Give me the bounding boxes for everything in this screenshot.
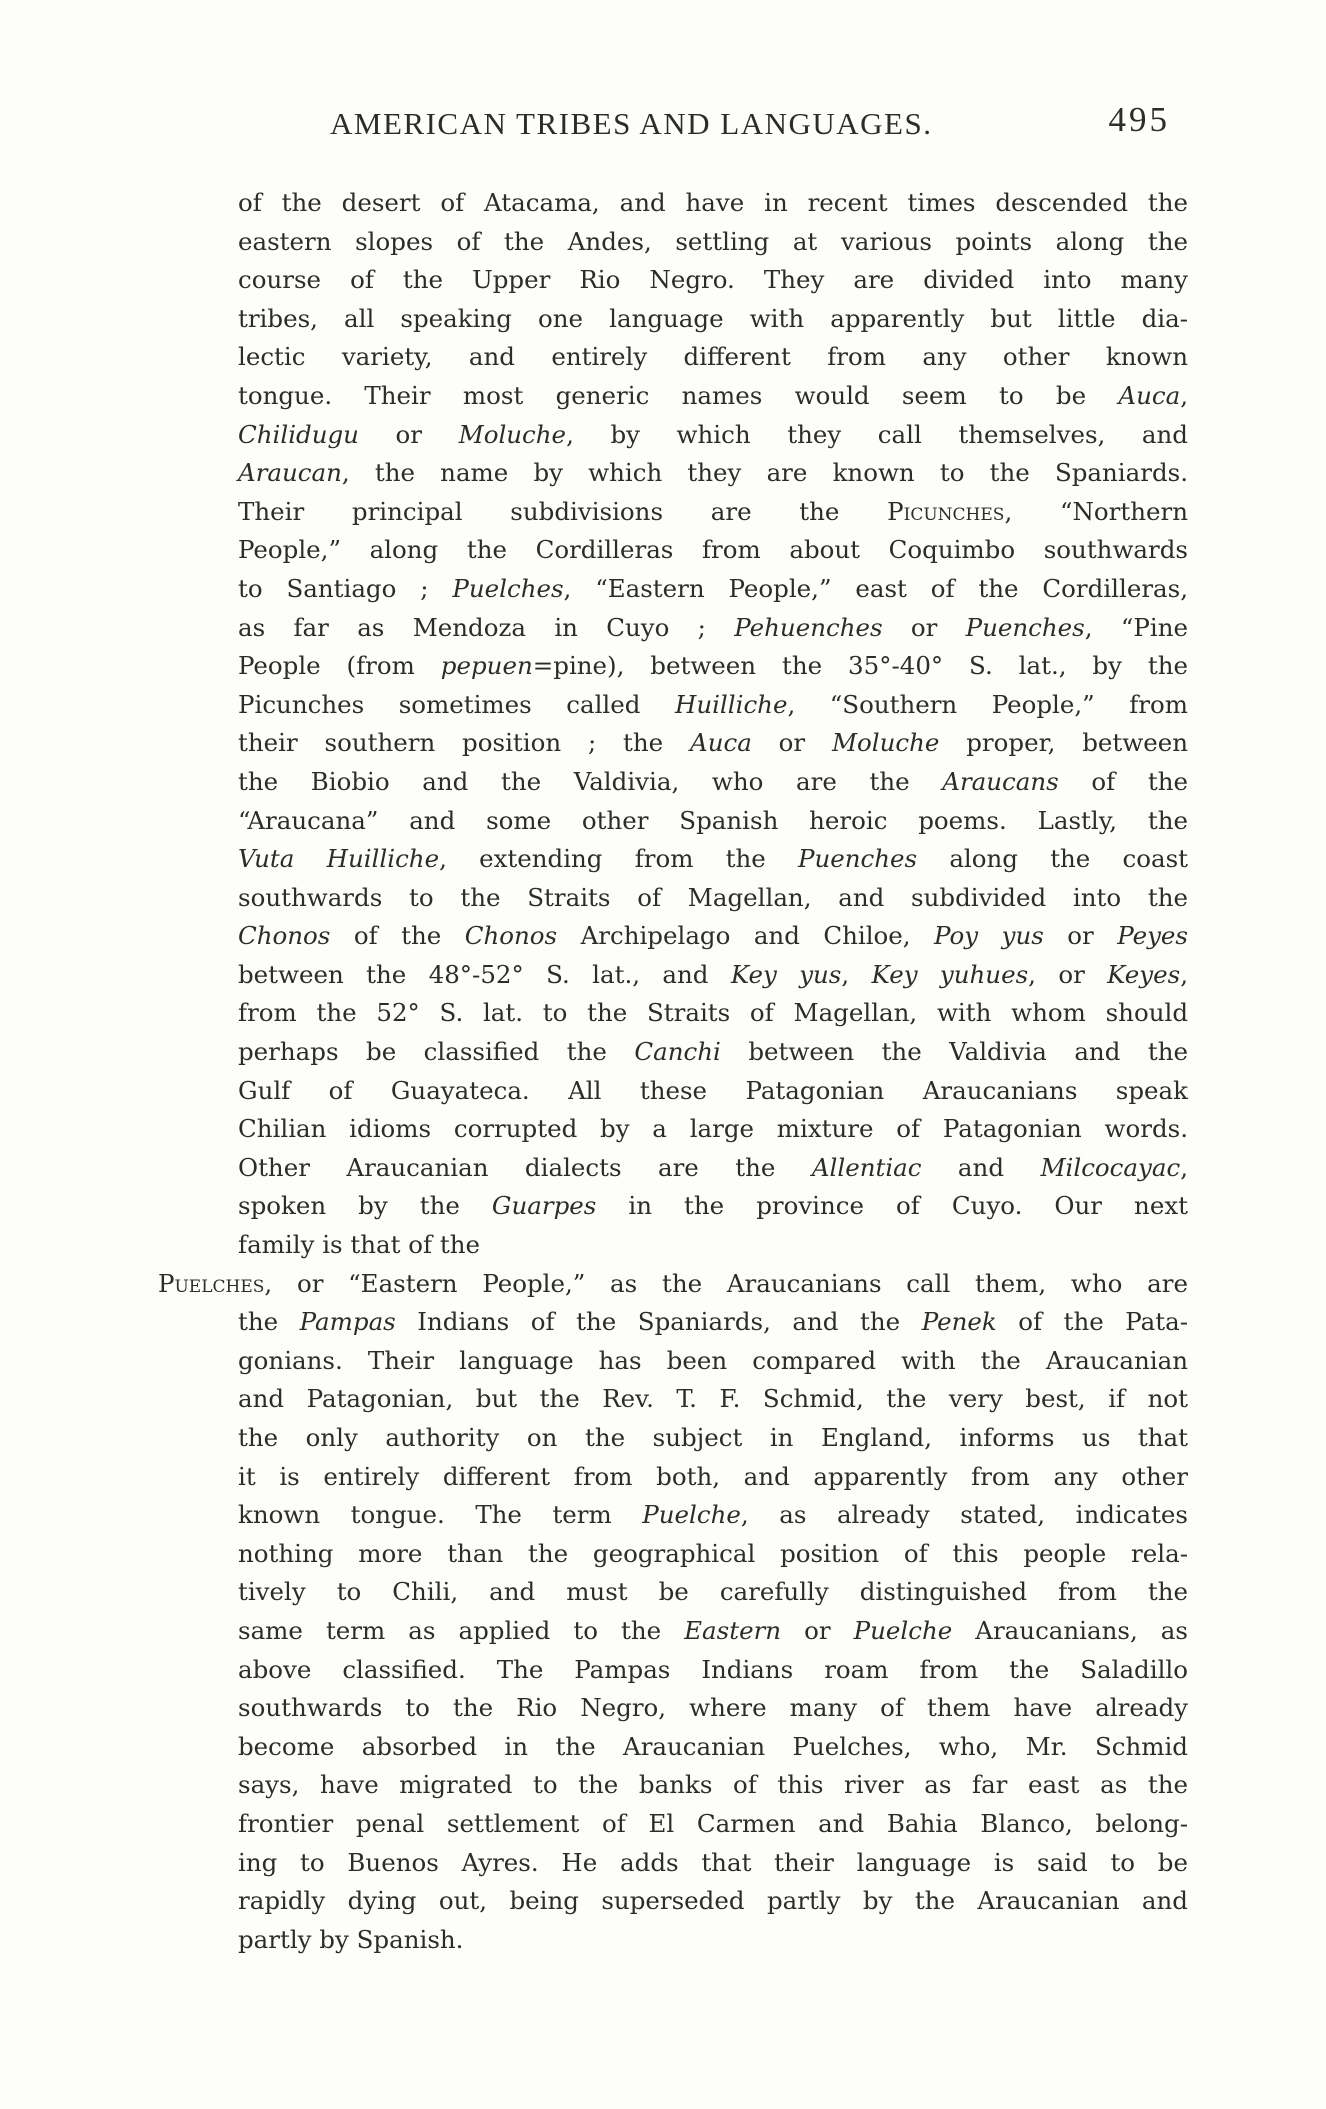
text-line: their southern position ; the Auca or Moluche proper, between xyxy=(238,728,1188,758)
text-line: rapidly dying out, being superseded partly by the Araucanian and xyxy=(238,1886,1188,1916)
text-line: says, have migrated to the banks of this river as far east as the xyxy=(238,1770,1188,1800)
text-line: family is that of the xyxy=(238,1230,480,1260)
text-line: frontier penal settlement of El Carmen and Bahia Blanco, belong- xyxy=(238,1808,1188,1838)
text-line: spoken by the Guarpes in the province of Cuyo. Our next xyxy=(238,1191,1188,1221)
text-line: Chonos of the Chonos Archipelago and Chiloe, Poy yus or Peyes xyxy=(238,921,1188,951)
text-line: Araucan, the name by which they are known to the Spaniards. xyxy=(238,458,1188,488)
text-line: tribes, all speaking one language with apparently but little dia- xyxy=(238,303,1188,333)
page-number: 495 xyxy=(1108,100,1170,139)
text-line: Vuta Huilliche, extending from the Puenches along the coast xyxy=(238,844,1189,874)
text-line: the only authority on the subject in England, informs us that xyxy=(238,1423,1188,1452)
text-line: Their principal subdivisions are the Picunches, “Northern xyxy=(238,496,1188,526)
running-head: AMERICAN TRIBES AND LANGUAGES. xyxy=(330,106,933,141)
page-header xyxy=(330,100,1170,150)
text-line: nothing more than the geographical position of this people rela- xyxy=(238,1538,1188,1568)
text-line: gonians. Their language has been compared with the Araucanian xyxy=(238,1345,1188,1375)
text-line: People (from pepuen=pine), between the 35°-40° S. lat., by the xyxy=(238,651,1188,681)
text-line: Picunches sometimes called Huilliche, “Southern People,” from xyxy=(238,689,1188,719)
text-line: known tongue. The term Puelche, as already stated, indicates xyxy=(238,1500,1189,1530)
text-line: perhaps be classified the Canchi between the Valdivia and the xyxy=(238,1037,1188,1067)
text-line: as far as Mendoza in Cuyo ; Pehuenches or Puenches, “Pine xyxy=(238,612,1188,642)
text-line: to Santiago ; Puelches, “Eastern People,” east of the Cordilleras, xyxy=(238,573,1189,603)
text-line: ing to Buenos Ayres. He adds that their language is said to be xyxy=(238,1847,1188,1877)
text-line: southwards to the Straits of Magellan, and subdivided into the xyxy=(238,882,1188,912)
text-line: and Patagonian, but the Rev. T. F. Schmid, the very best, if not xyxy=(238,1384,1188,1414)
text-line: between the 48°-52° S. lat., and Key yus, Key yuhues, or Keyes, xyxy=(238,959,1188,989)
text-line: southwards to the Rio Negro, where many of them have already xyxy=(238,1693,1188,1723)
text-line: the Pampas Indians of the Spaniards, and the Penek of the Pata- xyxy=(238,1307,1188,1337)
text-line: it is entirely different from both, and apparently from any other xyxy=(238,1461,1188,1491)
text-line: of the desert of Atacama, and have in recent times descended the xyxy=(238,188,1188,217)
text-line: tongue. Their most generic names would seem to be Auca, xyxy=(238,380,1188,410)
text-line: course of the Upper Rio Negro. They are divided into many xyxy=(238,265,1188,295)
text-line: the Biobio and the Valdivia, who are the Araucans of the xyxy=(238,766,1188,796)
text-line: same term as applied to the Eastern or Puelche Araucanians, as xyxy=(238,1615,1188,1645)
text-line: Chilian idioms corrupted by a large mixture of Patagonian words. xyxy=(238,1114,1188,1144)
text-line: lectic variety, and entirely different from any other known xyxy=(238,342,1188,372)
text-line: Other Araucanian dialects are the Allentiac and Milcocayac, xyxy=(238,1152,1188,1182)
text-line: Chilidugu or Moluche, by which they call themselves, and xyxy=(238,419,1188,449)
text-line: eastern slopes of the Andes, settling at various points along the xyxy=(238,226,1188,256)
text-line: People,” along the Cordilleras from about Coquimbo southwards xyxy=(238,535,1188,565)
text-line: “Araucana” and some other Spanish heroic poems. Lastly, the xyxy=(238,805,1188,835)
text-line: above classified. The Pampas Indians roam from the Saladillo xyxy=(238,1654,1188,1684)
text-line: Gulf of Guayateca. All these Patagonian Araucanians speak xyxy=(238,1075,1188,1105)
text-line: become absorbed in the Araucanian Puelches, who, Mr. Schmid xyxy=(238,1731,1188,1761)
body-text xyxy=(158,184,1189,1959)
text-line: from the 52° S. lat. to the Straits of Magellan, with whom should xyxy=(238,998,1188,1028)
text-line: partly by Spanish. xyxy=(238,1924,464,1954)
text-line: Puelches, or “Eastern People,” as the Araucanians call them, who are xyxy=(158,1268,1188,1298)
text-line: tively to Chili, and must be carefully distinguished from the xyxy=(238,1577,1188,1607)
